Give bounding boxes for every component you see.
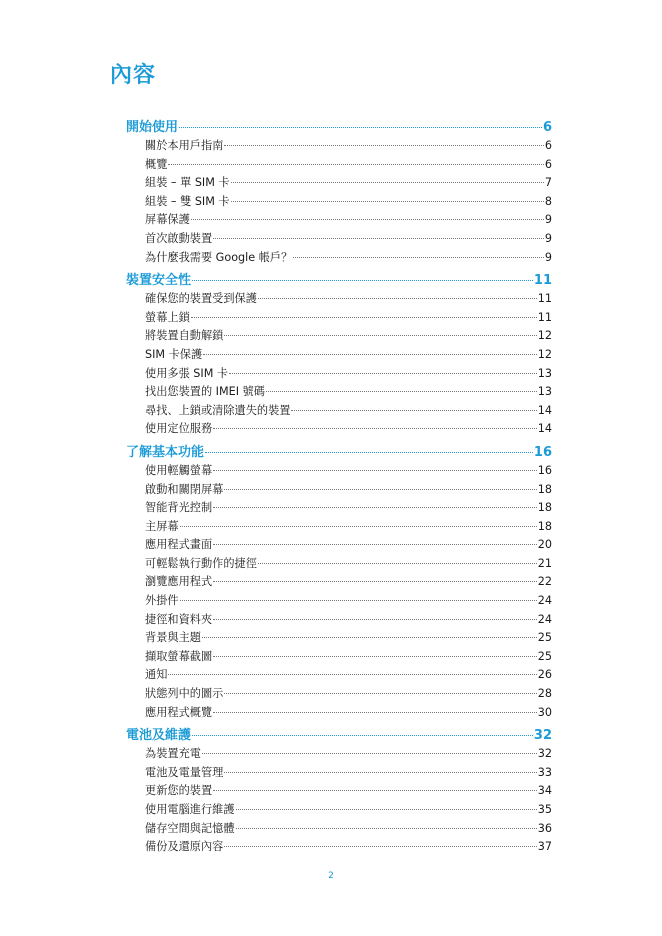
toc-entry[interactable] bbox=[126, 555, 552, 574]
toc-entry[interactable] bbox=[126, 764, 552, 783]
toc-entry[interactable] bbox=[126, 193, 552, 212]
toc-entry-label: 使用電腦進行維護 bbox=[145, 803, 235, 816]
toc-entry[interactable] bbox=[126, 838, 552, 857]
toc-entry-page: 22 bbox=[537, 575, 552, 589]
toc-entry[interactable] bbox=[126, 801, 552, 820]
toc-section-label: 了解基本功能 bbox=[126, 444, 205, 460]
dot-leader bbox=[291, 409, 536, 411]
toc-entry[interactable] bbox=[126, 383, 552, 402]
toc-entry-page: 14 bbox=[537, 422, 552, 436]
toc-entry-label: 儲存空間與記憶體 bbox=[145, 821, 235, 835]
toc-entry-page: 30 bbox=[537, 705, 552, 719]
toc-entry[interactable] bbox=[126, 648, 552, 667]
toc-entry-page: 35 bbox=[537, 803, 552, 816]
dot-leader bbox=[168, 163, 543, 165]
toc-entry-page: 7 bbox=[544, 176, 552, 190]
toc-entry-label: 更新您的裝置 bbox=[145, 784, 213, 798]
toc-entry-label: 外掛件 bbox=[145, 594, 179, 608]
toc-entry-page: 26 bbox=[537, 668, 552, 682]
toc-section[interactable] bbox=[126, 443, 552, 462]
toc-entry-label: 使用多張 SIM 卡 bbox=[145, 366, 229, 380]
toc-section[interactable] bbox=[126, 726, 552, 745]
toc-entry-page: 12 bbox=[537, 329, 552, 343]
toc-entry-page: 20 bbox=[537, 538, 552, 552]
toc-section-page: 16 bbox=[533, 444, 552, 460]
dot-leader bbox=[231, 200, 544, 202]
toc-entry[interactable] bbox=[126, 573, 552, 592]
toc-entry[interactable] bbox=[126, 592, 552, 611]
page-title: 內容 bbox=[110, 63, 157, 88]
toc-entry[interactable] bbox=[126, 402, 552, 421]
toc-entry[interactable] bbox=[126, 211, 552, 230]
toc-entry-page: 11 bbox=[537, 310, 552, 324]
toc-entry-label: 將裝置自動解鎖 bbox=[145, 329, 224, 343]
toc-entry[interactable] bbox=[126, 666, 552, 685]
dot-leader bbox=[266, 390, 537, 392]
toc-entry-label: 通知 bbox=[145, 668, 168, 682]
dot-leader bbox=[203, 353, 537, 355]
toc-entry-label: 使用輕觸螢幕 bbox=[145, 463, 213, 477]
dot-leader bbox=[236, 808, 537, 810]
dot-leader bbox=[258, 297, 537, 299]
toc-entry-page: 18 bbox=[537, 501, 552, 515]
toc-entry-label: 找出您裝置的 IMEI 號碼 bbox=[145, 385, 265, 399]
toc-entry-label: 概覽 bbox=[145, 157, 168, 171]
dot-leader bbox=[224, 845, 536, 847]
toc-entry-page: 32 bbox=[537, 747, 552, 761]
dot-leader bbox=[180, 599, 537, 601]
toc-entry-label: 啟動和關閉屏幕 bbox=[145, 482, 224, 496]
toc-entry-label: 電池及電量管理 bbox=[145, 765, 224, 779]
toc-entry-label: 智能背光控制 bbox=[145, 501, 213, 515]
toc-entry-page: 9 bbox=[544, 213, 552, 227]
toc-entry[interactable] bbox=[126, 137, 552, 156]
toc-entry[interactable] bbox=[126, 420, 552, 439]
toc-entry-page: 21 bbox=[537, 556, 552, 570]
toc-entry-page: 9 bbox=[544, 231, 552, 245]
toc-entry[interactable] bbox=[126, 820, 552, 839]
toc-entry[interactable] bbox=[126, 346, 552, 365]
toc-entry-page: 8 bbox=[544, 194, 552, 208]
toc-entry-page: 13 bbox=[537, 366, 552, 380]
toc-entry-label: 組裝 – 單 SIM 卡 bbox=[145, 176, 230, 190]
toc-section-page: 6 bbox=[542, 120, 552, 135]
toc-entry[interactable] bbox=[126, 629, 552, 648]
toc-entry-page: 6 bbox=[544, 139, 552, 152]
dot-leader bbox=[202, 752, 537, 754]
toc-entry[interactable] bbox=[126, 249, 552, 268]
dot-leader bbox=[191, 218, 544, 220]
toc-section[interactable] bbox=[126, 271, 552, 290]
dot-leader bbox=[224, 771, 536, 773]
toc-entry-label: 尋找、上鎖或清除遺失的裝置 bbox=[145, 403, 291, 417]
dot-leader bbox=[213, 237, 544, 239]
toc-section-label: 電池及維護 bbox=[126, 728, 192, 744]
toc-entry-page: 14 bbox=[537, 403, 552, 417]
toc-section-page: 32 bbox=[533, 728, 552, 744]
toc-entry[interactable] bbox=[126, 156, 552, 175]
toc-entry-page: 28 bbox=[537, 687, 552, 701]
dot-leader bbox=[191, 316, 537, 318]
toc-entry-label: 螢幕上鎖 bbox=[145, 310, 190, 324]
toc-entry[interactable] bbox=[126, 685, 552, 704]
dot-leader bbox=[192, 279, 533, 281]
toc-entry-label: 可輕鬆執行動作的捷徑 bbox=[145, 556, 257, 570]
dot-leader bbox=[213, 469, 537, 471]
toc-entry-page: 37 bbox=[537, 840, 552, 854]
toc-entry-label: 屏幕保護 bbox=[145, 213, 190, 227]
toc-entry-page: 18 bbox=[537, 482, 552, 496]
toc-entry-label: 為什麼我需要 Google 帳戶？ bbox=[145, 250, 293, 264]
toc-entry[interactable] bbox=[126, 174, 552, 193]
dot-leader bbox=[205, 451, 533, 453]
toc-entry-label: 應用程式概覽 bbox=[145, 705, 213, 719]
dot-leader bbox=[192, 734, 533, 736]
toc-entry-page: 16 bbox=[537, 463, 552, 477]
toc-entry[interactable] bbox=[126, 745, 552, 764]
dot-leader bbox=[229, 372, 537, 374]
toc-entry-label: 背景與主題 bbox=[145, 631, 201, 645]
toc-entry-page: 24 bbox=[537, 594, 552, 608]
dot-leader bbox=[168, 673, 536, 675]
dot-leader bbox=[213, 618, 537, 620]
toc-entry-page: 34 bbox=[537, 784, 552, 798]
toc-entry-label: 狀態列中的圖示 bbox=[145, 687, 224, 701]
dot-leader bbox=[179, 126, 542, 128]
toc-entry-page: 33 bbox=[537, 765, 552, 779]
table-of-contents bbox=[126, 118, 552, 857]
toc-entry[interactable] bbox=[126, 309, 552, 328]
toc-entry-label: 應用程式畫面 bbox=[145, 538, 213, 552]
dot-leader bbox=[231, 181, 544, 183]
toc-entry-label: 瀏覽應用程式 bbox=[145, 575, 213, 589]
toc-entry[interactable] bbox=[126, 365, 552, 384]
dot-leader bbox=[224, 144, 544, 146]
toc-section-page: 11 bbox=[533, 273, 552, 289]
toc-entry-page: 25 bbox=[537, 649, 552, 663]
toc-entry[interactable] bbox=[126, 290, 552, 309]
toc-entry-label: 為裝置充電 bbox=[145, 747, 201, 761]
dot-leader bbox=[224, 488, 536, 490]
toc-entry-label: 捷徑和資料夾 bbox=[145, 612, 213, 626]
dot-leader bbox=[213, 543, 537, 545]
toc-entry-label: 主屏幕 bbox=[145, 519, 179, 533]
toc-entry-label: SIM 卡保護 bbox=[145, 347, 203, 361]
toc-entry-label: 備份及還原內容 bbox=[145, 840, 224, 854]
dot-leader bbox=[258, 562, 537, 564]
toc-entry-page: 6 bbox=[544, 157, 552, 171]
dot-leader bbox=[213, 789, 537, 791]
toc-entry-label: 確保您的裝置受到保護 bbox=[145, 292, 257, 306]
dot-leader bbox=[236, 827, 537, 829]
toc-entry[interactable] bbox=[126, 327, 552, 346]
dot-leader bbox=[202, 636, 537, 638]
toc-entry-page: 12 bbox=[537, 347, 552, 361]
dot-leader bbox=[224, 692, 536, 694]
toc-entry[interactable] bbox=[126, 536, 552, 555]
toc-entry-label: 擷取螢幕截圖 bbox=[145, 649, 213, 663]
toc-entry-label: 首次啟動裝置 bbox=[145, 231, 213, 245]
toc-entry[interactable] bbox=[126, 462, 552, 481]
toc-entry-label: 組裝 – 雙 SIM 卡 bbox=[145, 194, 230, 208]
dot-leader bbox=[213, 655, 537, 657]
page-number: 2 bbox=[328, 871, 334, 881]
toc-entry-label: 使用定位服務 bbox=[145, 422, 213, 436]
toc-section-label: 裝置安全性 bbox=[126, 273, 192, 289]
toc-entry-page: 36 bbox=[537, 821, 552, 835]
toc-entry[interactable] bbox=[126, 499, 552, 518]
toc-entry-page: 24 bbox=[537, 612, 552, 626]
toc-entry[interactable] bbox=[126, 230, 552, 249]
toc-entry[interactable] bbox=[126, 518, 552, 537]
toc-entry[interactable] bbox=[126, 481, 552, 500]
toc-entry-page: 13 bbox=[537, 385, 552, 399]
dot-leader bbox=[213, 506, 537, 508]
dot-leader bbox=[213, 580, 537, 582]
toc-entry-page: 18 bbox=[537, 519, 552, 533]
toc-entry-page: 11 bbox=[537, 292, 552, 306]
toc-section-label: 開始使用 bbox=[126, 120, 179, 135]
toc-entry-page: 25 bbox=[537, 631, 552, 645]
dot-leader bbox=[180, 525, 537, 527]
toc-entry[interactable] bbox=[126, 611, 552, 630]
toc-entry-page: 9 bbox=[544, 250, 552, 264]
toc-entry[interactable] bbox=[126, 704, 552, 723]
dot-leader bbox=[213, 427, 537, 429]
dot-leader bbox=[213, 711, 537, 713]
dot-leader bbox=[293, 256, 544, 258]
dot-leader bbox=[224, 334, 536, 336]
toc-entry-label: 關於本用戶指南 bbox=[145, 139, 224, 152]
toc-entry[interactable] bbox=[126, 782, 552, 801]
toc-section[interactable] bbox=[126, 118, 552, 137]
